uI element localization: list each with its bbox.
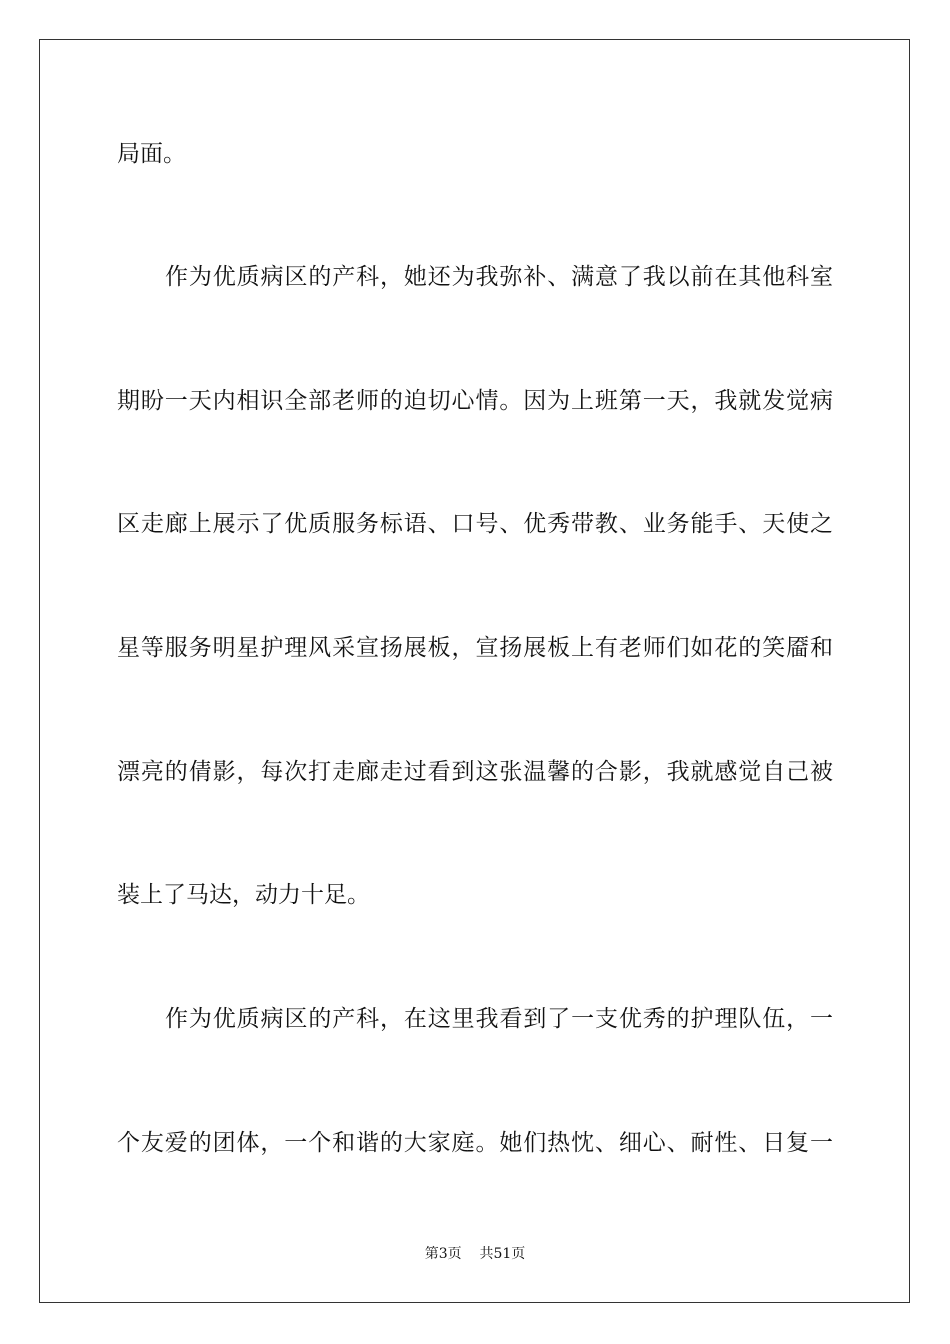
- paragraph-line: 局面。: [117, 141, 186, 167]
- paragraph-line: 装上了马达，动力十足。: [117, 882, 370, 908]
- paragraph-line: 漂亮的倩影，每次打走廊走过看到这张温馨的合影，我就感觉自己被: [117, 759, 833, 785]
- page-total: 共51页: [479, 1246, 526, 1262]
- page-number: 第3页: [424, 1246, 462, 1262]
- paragraph-line: 期盼一天内相识全部老师的迫切心情。因为上班第一天，我就发觉病: [117, 388, 833, 414]
- page-footer: [0, 1245, 950, 1263]
- paragraph-line: 星等服务明星护理风采宣扬展板，宣扬展板上有老师们如花的笑靥和: [117, 635, 833, 661]
- page-frame: [39, 39, 910, 1303]
- paragraph-line: 区走廊上展示了优质服务标语、口号、优秀带教、业务能手、天使之: [117, 511, 833, 537]
- paragraph-line: 作为优质病区的产科，在这里我看到了一支优秀的护理队伍，一: [165, 1006, 833, 1032]
- paragraph-line: 个友爱的团体，一个和谐的大家庭。她们热忱、细心、耐性、日复一: [117, 1130, 833, 1156]
- paragraph-line: 作为优质病区的产科，她还为我弥补、满意了我以前在其他科室: [165, 264, 833, 290]
